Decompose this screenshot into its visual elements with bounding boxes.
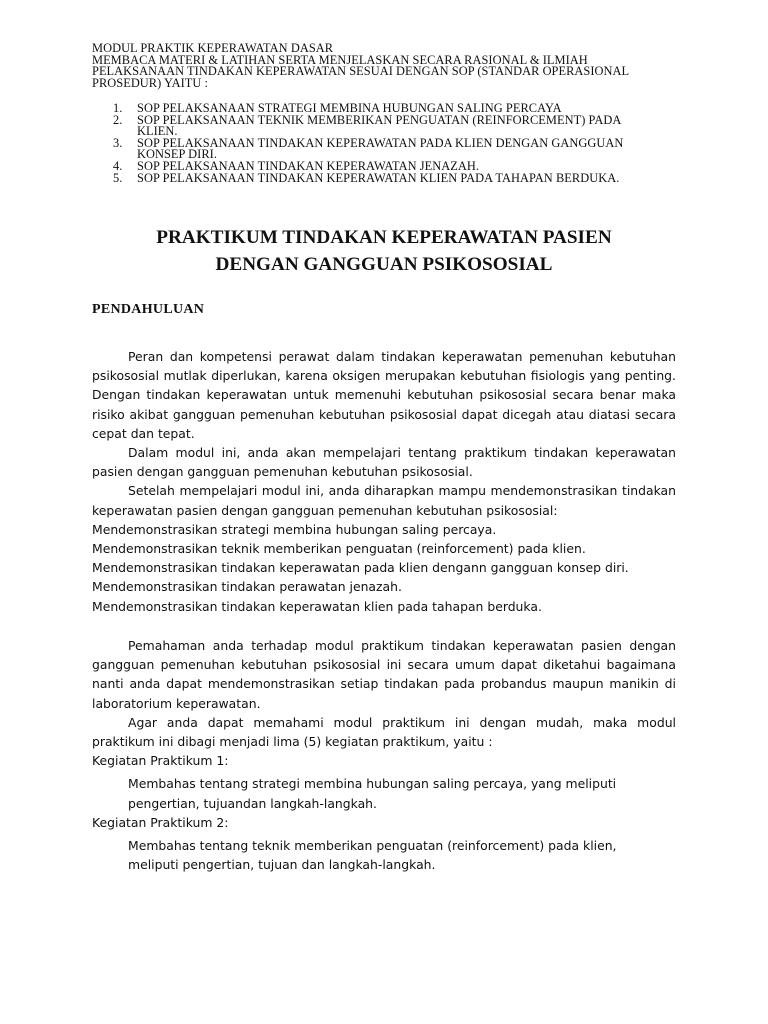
sop-item-number: 1.	[113, 101, 123, 115]
header-line: MODUL PRAKTIK KEPERAWATAN DASAR	[92, 41, 334, 55]
sop-item-number: 4.	[113, 158, 123, 173]
kegiatan-description-line: meliputi pengertian, tujuan dan langkah-langkah.	[128, 857, 436, 873]
objective-item: Mendemonstrasikan tindakan keperawatan klien pada tahapan berduka.	[92, 598, 542, 614]
objective-item: Mendemonstrasikan tindakan perawatan jenazah.	[92, 579, 402, 595]
overview-paragraph: Agar anda dapat memahami modul praktikum ini dengan mudah, maka modul praktikum ini dibagi menjadi lima (5) kegiatan praktikum, yaitu :	[92, 714, 676, 750]
kegiatan-label: Kegiatan Praktikum 2:	[92, 814, 229, 830]
module-overview-section	[92, 636, 676, 874]
sop-item-text: KLIEN.	[137, 124, 178, 139]
header-line: PROSEDUR) YAITU :	[92, 75, 209, 90]
overview-paragraph: Pemahaman anda terhadap modul praktikum tindakan keperawatan pasien dengan gangguan pemenuhan kebutuhan psikososial ini secara umum dapat diketahui bagaimana nanti anda dapat mendemonstrasikan setiap tindakan pada probandus maupun manikin di laboratorium keperawatan.	[92, 638, 676, 711]
objective-item: Mendemonstrasikan teknik memberikan penguatan (reinforcement) pada klien.	[92, 541, 586, 557]
section-heading: PENDAHULUAN	[92, 302, 205, 317]
sop-item-text: KONSEP DIRI.	[137, 147, 217, 162]
header-line: PELAKSANAAN TINDAKAN KEPERAWATAN SESUAI DENGAN SOP (STANDAR OPERASIONAL	[92, 64, 630, 79]
sop-item-text: SOP PELAKSANAAN TINDAKAN KEPERAWATAN JENAZAH.	[137, 158, 480, 173]
sop-item-text: SOP PELAKSANAAN STRATEGI MEMBINA HUBUNGAN SALING PERCAYA	[137, 101, 562, 115]
sop-item-text: SOP PELAKSANAAN TINDAKAN KEPERAWATAN KLIEN PADA TAHAPAN BERDUKA.	[137, 170, 620, 185]
sop-item-number: 2.	[113, 112, 123, 127]
document-title-line-1: PRAKTIKUM TINDAKAN KEPERAWATAN PASIEN	[156, 227, 612, 248]
sop-list-item	[113, 170, 673, 185]
intro-section	[92, 347, 676, 616]
kegiatan-description-line: Membahas tentang teknik memberikan penguatan (reinforcement) pada klien,	[128, 838, 617, 854]
document-title-line-2: DENGAN GANGGUAN PSIKOSOSIAL	[215, 254, 553, 275]
kegiatan-description-line: pengertian, tujuandan langkah-langkah.	[128, 795, 377, 811]
header-line: MEMBACA MATERI & LATIHAN SERTA MENJELASKAN SECARA RASIONAL & ILMIAH	[92, 52, 588, 67]
sop-list-item	[113, 135, 673, 162]
intro-paragraph: Dalam modul ini, anda akan mempelajari tentang praktikum tindakan keperawatan pasien dengan gangguan pemenuhan kebutuhan psikososial.	[92, 445, 676, 480]
kegiatan-label: Kegiatan Praktikum 1:	[92, 753, 229, 769]
sop-item-text: SOP PELAKSANAAN TINDAKAN KEPERAWATAN PADA KLIEN DENGAN GANGGUAN	[137, 135, 624, 150]
kegiatan-description	[92, 774, 676, 812]
kegiatan-description-line: Membahas tentang strategi membina hubungan saling percaya, yang meliputi	[128, 776, 617, 792]
intro-paragraph: Peran dan kompetensi perawat dalam tindakan keperawatan pemenuhan kebutuhan psikososial mutlak diperlukan, karena oksigen merupakan kebutuhan fisiologis yang penting. Dengan tindakan keperawatan untuk memenuhi kebutuhan psikososial secara benar maka risiko akibat gangguan pemenuhan kebutuhan psikososial dapat dicegah atau diatasi secara cepat dan tepat.	[92, 349, 676, 441]
kegiatan-description	[92, 836, 676, 874]
intro-paragraph: Setelah mempelajari modul ini, anda diharapkan mampu mendemonstrasikan tindakan keperawatan pasien dengan gangguan pemenuhan kebutuhan psikososial:	[92, 483, 676, 518]
objective-item: Mendemonstrasikan strategi membina hubungan saling percaya.	[92, 521, 497, 537]
sop-item-number: 3.	[113, 135, 123, 150]
sop-list	[113, 103, 673, 184]
module-header	[92, 43, 682, 89]
sop-item-text: SOP PELAKSANAAN TEKNIK MEMBERIKAN PENGUATAN (REINFORCEMENT) PADA	[137, 112, 622, 127]
sop-list-item	[113, 112, 673, 139]
objective-item: Mendemonstrasikan tindakan keperawatan pada klien dengann gangguan konsep diri.	[92, 560, 629, 576]
sop-item-number: 5.	[113, 170, 123, 185]
